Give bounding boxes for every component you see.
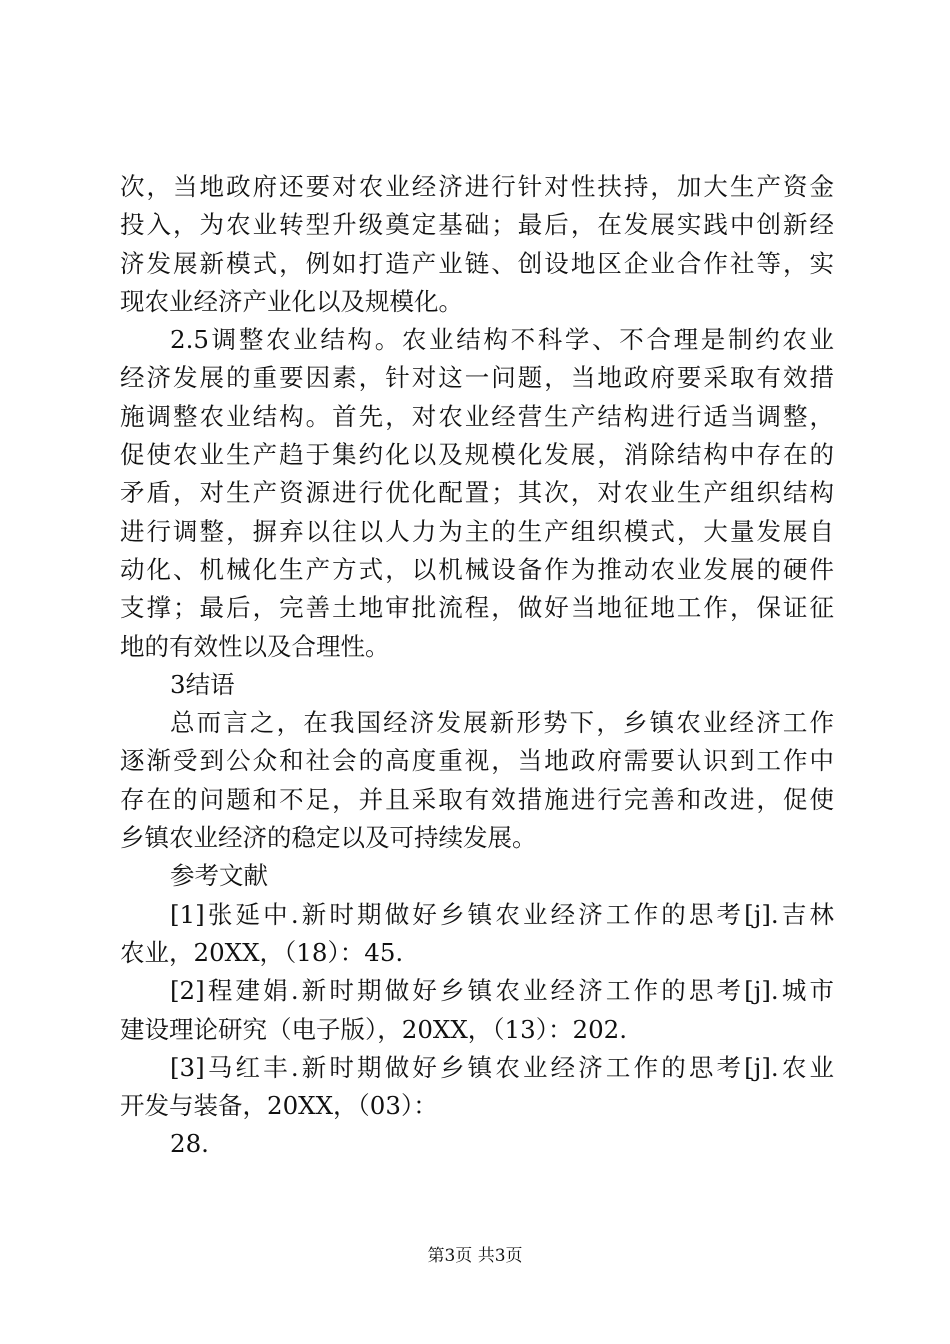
- body-text-line: 施调整农业结构。首先，对农业经营生产结构进行适当调整，: [120, 401, 834, 431]
- body-text-line: 现农业经济产业化以及规模化。: [120, 286, 463, 316]
- body-text-line: 支撑；最后，完善土地审批流程，做好当地征地工作，保证征: [120, 593, 834, 623]
- reference-item-line: 农业，20XX，（18）：45.: [120, 937, 404, 967]
- reference-item-line: [3]马红丰.新时期做好乡镇农业经济工作的思考[j].农业: [170, 1052, 834, 1082]
- body-text-line: 逐渐受到公众和社会的高度重视，当地政府需要认识到工作中: [120, 746, 834, 776]
- page-number-footer: 第3页 共3页: [427, 1246, 523, 1266]
- body-text-line: 投入，为农业转型升级奠定基础；最后，在发展实践中创新经: [120, 210, 834, 240]
- body-text-line: 经济发展的重要因素，针对这一问题，当地政府要采取有效措: [120, 363, 834, 393]
- document-body: [120, 168, 834, 1164]
- section-heading: 3结语: [170, 669, 235, 699]
- body-text-line: 乡镇农业经济的稳定以及可持续发展。: [120, 823, 537, 853]
- body-text-line: 次，当地政府还要对农业经济进行针对性扶持，加大生产资金: [120, 172, 834, 201]
- reference-item-line: [1]张延中.新时期做好乡镇农业经济工作的思考[j].吉林: [170, 899, 834, 929]
- body-text-line: 济发展新模式，例如打造产业链、创设地区企业合作社等，实: [120, 248, 834, 278]
- body-text-line: 动化、机械化生产方式，以机械设备作为推动农业发展的硬件: [120, 554, 834, 584]
- body-text-line: 矛盾，对生产资源进行优化配置；其次，对农业生产组织结构: [120, 478, 834, 508]
- references-heading: 参考文献: [170, 861, 268, 891]
- section-heading-line: 2.5调整农业结构。农业结构不科学、不合理是制约农业: [170, 325, 834, 355]
- body-text-line: 进行调整，摒弃以往以人力为主的生产组织模式，大量发展自: [120, 516, 834, 546]
- body-text-line: 总而言之，在我国经济发展新形势下，乡镇农业经济工作: [170, 708, 834, 738]
- body-text-line: 存在的问题和不足，并且采取有效措施进行完善和改进，促使: [120, 784, 834, 814]
- reference-item-line: 建设理论研究（电子版），20XX，（13）：202.: [120, 1014, 628, 1044]
- reference-item-line: [2]程建娟.新时期做好乡镇农业经济工作的思考[j].城市: [170, 976, 834, 1006]
- reference-item-line: 开发与装备，20XX，（03）：: [120, 1091, 438, 1121]
- reference-item-line: 28.: [170, 1129, 209, 1159]
- body-text-line: 促使农业生产趋于集约化以及规模化发展，消除结构中存在的: [120, 440, 834, 470]
- body-text-line: 地的有效性以及合理性。: [120, 631, 390, 661]
